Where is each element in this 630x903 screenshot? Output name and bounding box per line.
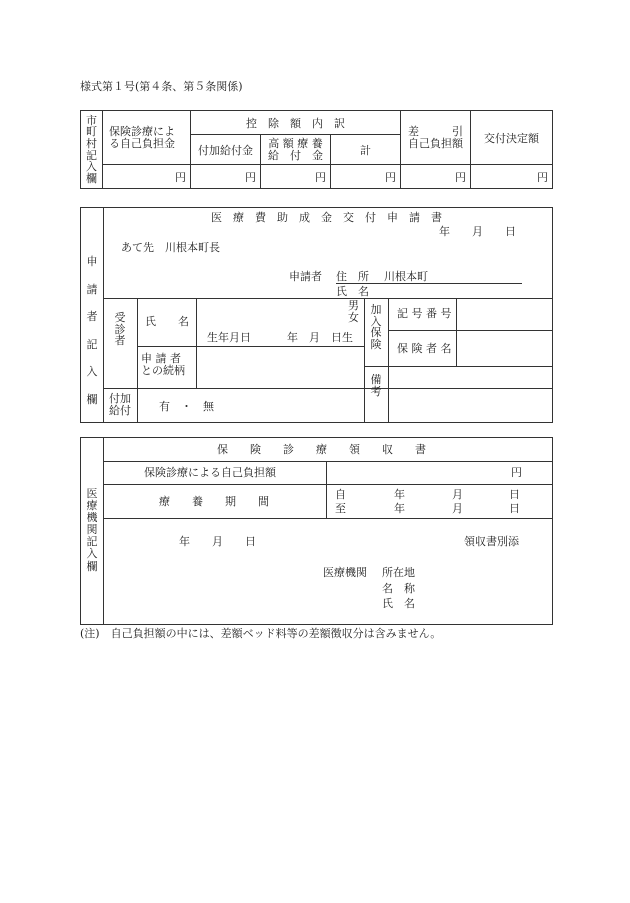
form-title: 様式第１号(第４条、第５条関係) <box>80 80 243 93</box>
self-pay-amount-label: 保険診療による自己負担額 <box>144 466 276 479</box>
from-month[interactable]: 月 <box>452 488 463 501</box>
application-date[interactable]: 年 月 日 <box>439 225 516 238</box>
label-line: 給付 <box>109 403 131 417</box>
label-line: 申 請 者 <box>141 352 181 365</box>
gender-option: 男 <box>348 299 359 312</box>
to-day[interactable]: 日 <box>509 502 520 515</box>
insurer-name-label: 保 険 者 名 <box>397 342 452 355</box>
period-to-label: 至 <box>335 502 346 515</box>
side-label-char: 欄 <box>86 559 98 573</box>
side-label-char: 記 <box>86 148 97 162</box>
institution-side-label <box>81 488 103 573</box>
to-month[interactable]: 月 <box>452 502 463 515</box>
applicant-label: 申請者 <box>289 270 322 283</box>
patient-label <box>103 312 137 347</box>
addon-benefit-header: 付加給付金 <box>191 135 261 165</box>
from-year[interactable]: 年 <box>394 488 405 501</box>
decided-amount-header: 交付決定額 <box>471 111 553 165</box>
remarks-label <box>364 374 388 397</box>
institution-name-label: 名 称 <box>382 582 415 595</box>
to-year[interactable]: 年 <box>394 502 405 515</box>
addressee: あて先 川根本町長 <box>121 241 220 254</box>
side-label-char: 村 <box>86 136 97 150</box>
address-label: 住 所 <box>336 270 369 283</box>
header-line: 保険診療によ <box>109 124 175 138</box>
gender-select[interactable] <box>348 300 359 323</box>
birth-date-label: 生年月日 <box>207 331 251 344</box>
municipal-side-label <box>81 111 103 189</box>
side-label-char: 申 <box>86 255 98 268</box>
medical-institution-section <box>80 437 553 625</box>
application-title: 医 療 費 助 成 金 交 付 申 請 書 <box>211 211 442 224</box>
label-char: 考 <box>370 384 382 398</box>
address-value[interactable]: 川根本町 <box>384 270 428 283</box>
side-label-char: 関 <box>86 523 98 537</box>
net-self-pay-header <box>401 111 471 165</box>
side-label-char: 請 <box>86 282 98 296</box>
institution-label: 医療機関 <box>323 566 367 579</box>
birth-date-value[interactable]: 年 月 日生 <box>287 331 353 344</box>
municipal-section <box>80 110 553 189</box>
header-line: る自己負担金 <box>109 136 175 150</box>
side-label-char: 市 <box>86 113 97 127</box>
label-char: 者 <box>114 334 126 348</box>
decided-amount[interactable]: 円 <box>471 165 553 189</box>
side-label-char: 機 <box>86 511 98 525</box>
header-line: 差 引 <box>408 124 464 138</box>
representative-name-label: 氏 名 <box>382 597 415 610</box>
label-char: 険 <box>370 337 382 351</box>
symbol-number-label: 記 号 番 号 <box>397 307 452 320</box>
high-cost-amount[interactable]: 円 <box>261 165 331 189</box>
footnote: (注) 自己負担額の中には、差額ベッド料等の差額徴収分は含みません。 <box>80 627 442 640</box>
applicant-name-label: 氏 名 <box>336 285 369 298</box>
receipt-date[interactable]: 年 月 日 <box>179 535 256 548</box>
receipt-title: 保 険 診 療 領 収 書 <box>217 443 426 456</box>
receipt-attached-note: 領収書別添 <box>464 535 519 548</box>
addon-amount[interactable]: 円 <box>191 165 261 189</box>
extra-benefit-value[interactable]: 有 ・ 無 <box>159 400 214 413</box>
extra-benefit-label <box>103 393 137 416</box>
period-from-label: 自 <box>335 488 346 501</box>
label-char: 保 <box>370 326 382 340</box>
label-char: 入 <box>370 314 382 328</box>
side-label-char: 入 <box>86 547 98 561</box>
side-label-char: 医 <box>86 487 98 500</box>
label-char: 加 <box>370 303 382 316</box>
relation-label <box>141 353 185 376</box>
total-header: 計 <box>331 135 401 165</box>
high-cost-benefit-header <box>261 135 331 165</box>
side-label-char: 欄 <box>86 171 97 185</box>
net-self-pay-amount[interactable]: 円 <box>401 165 471 189</box>
side-label-char: 記 <box>86 535 98 549</box>
from-day[interactable]: 日 <box>509 488 520 501</box>
header-line: 高 額 療 養 <box>268 136 323 150</box>
location-label: 所在地 <box>382 566 415 579</box>
applicant-section <box>80 207 553 423</box>
side-label-char: 者 <box>86 310 98 323</box>
header-line: 給 付 金 <box>268 148 323 162</box>
header-line: 自己負担額 <box>408 136 464 150</box>
label-char: 備 <box>370 373 382 386</box>
self-pay-amount[interactable]: 円 <box>103 165 191 189</box>
insurance-label <box>364 304 388 350</box>
side-label-char: 記 <box>86 337 98 351</box>
total-amount[interactable]: 円 <box>331 165 401 189</box>
side-label-char: 欄 <box>86 392 98 406</box>
side-label-char: 町 <box>86 125 97 139</box>
side-label-char: 入 <box>86 160 97 174</box>
side-label-char: 療 <box>86 499 98 513</box>
gender-option: 女 <box>348 310 359 324</box>
treatment-period-label: 療 養 期 間 <box>159 495 269 508</box>
patient-name-label: 氏 名 <box>145 315 189 328</box>
label-line: 付加 <box>109 392 131 405</box>
applicant-side-label <box>81 248 103 413</box>
self-pay-amount-value[interactable]: 円 <box>511 466 522 479</box>
label-char: 診 <box>114 322 126 336</box>
self-pay-header <box>103 111 191 165</box>
label-line: との続柄 <box>141 363 185 377</box>
deduction-header: 控 除 額 内 訳 <box>191 111 401 135</box>
label-char: 受 <box>114 311 126 324</box>
side-label-char: 入 <box>86 365 98 378</box>
